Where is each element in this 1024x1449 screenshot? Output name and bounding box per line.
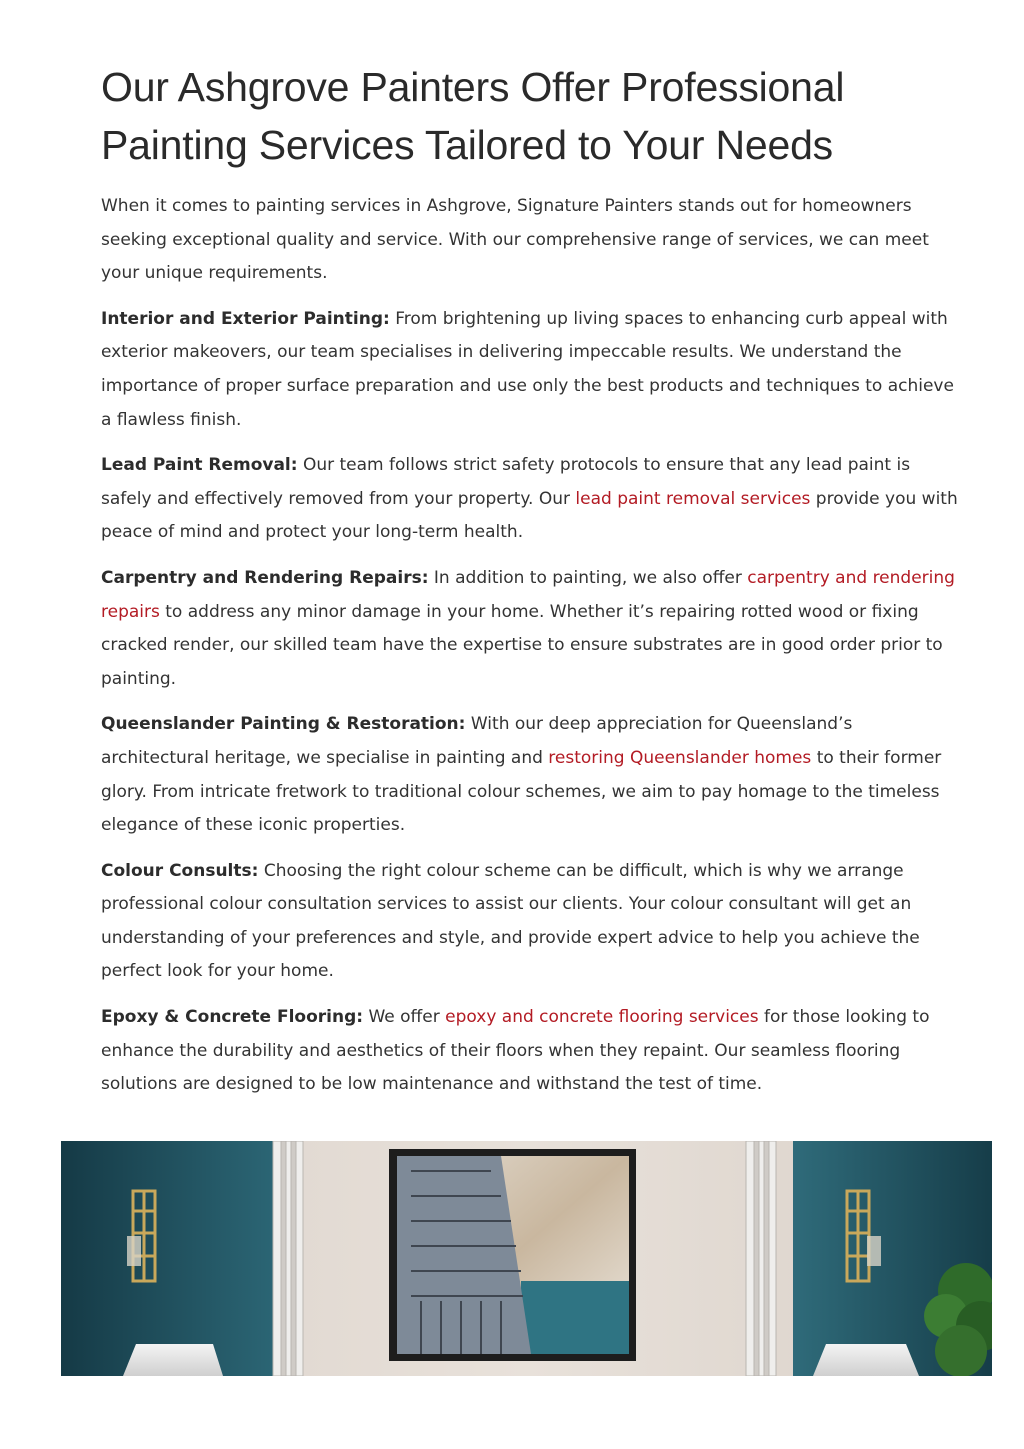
article	[101, 58, 961, 1114]
section-carpentry	[101, 562, 961, 696]
section-lead-paint	[101, 449, 961, 550]
section-interior-exterior	[101, 303, 961, 437]
section-text: With our deep appreciation for Queensland’s architectural heritage, we specialise in painting and	[101, 714, 853, 768]
section-text: Choosing the right colour scheme can be difficult, which is why we arrange professional colour consultation services to assist our clients. Your colour consultant will get an understanding of your preferences and style, and provide expert advice to help you achieve the perfect look for your home.	[101, 860, 920, 982]
section-colour-consults	[101, 855, 961, 989]
section-title: Interior and Exterior Painting:	[101, 308, 390, 329]
section-epoxy-flooring	[101, 1001, 961, 1102]
section-title: Carpentry and Rendering Repairs:	[101, 567, 429, 588]
section-text: provide you with peace of mind and protect your long-term health.	[101, 488, 958, 543]
section-text: We offer	[363, 1007, 446, 1028]
section-text: Our team follows strict safety protocols to ensure that any lead paint is safely and effectively removed from your property. Our	[101, 455, 911, 509]
section-title: Queenslander Painting & Restoration:	[101, 714, 466, 735]
section-text: for those looking to enhance the durability and aesthetics of their floors when they repaint. Our seamless flooring solutions are designed to be low maintenance and withstand the test of time.	[101, 1007, 930, 1095]
epoxy-flooring-link[interactable]: epoxy and concrete flooring services	[445, 1007, 759, 1028]
lead-paint-removal-link[interactable]: lead paint removal services	[575, 488, 811, 509]
room-illustration	[61, 1141, 992, 1376]
section-text: In addition to painting, we also offer	[428, 567, 748, 588]
interior-room-photo	[61, 1141, 992, 1376]
page-title: Our Ashgrove Painters Offer Professional Painting Services Tailored to Your Needs	[101, 64, 845, 168]
intro-paragraph: When it comes to painting services in Ashgrove, Signature Painters stands out for homeowners seeking exceptional quality and service. With our comprehensive range of services, we can meet your unique requirements.	[101, 196, 929, 284]
section-text: From brightening up living spaces to enhancing curb appeal with exterior makeovers, our team specialises in delivering impeccable results. We understand the importance of proper surface preparation and use only the best products and techniques to achieve a flawless finish.	[101, 308, 954, 430]
section-title: Epoxy & Concrete Flooring:	[101, 1007, 364, 1028]
section-queenslander	[101, 708, 961, 842]
section-title: Lead Paint Removal:	[101, 455, 298, 476]
section-text: to their former glory. From intricate fretwork to traditional colour schemes, we aim to pay homage to the timeless elegance of these iconic properties.	[101, 747, 942, 836]
section-title: Colour Consults:	[101, 860, 259, 881]
carpentry-rendering-link[interactable]: carpentry and rendering repairs	[101, 567, 955, 622]
restoring-queenslander-link[interactable]: restoring Queenslander homes	[548, 747, 812, 768]
section-text: to address any minor damage in your home. Whether it’s repairing rotted wood or fixing cracked render, our skilled team have the expertise to ensure substrates are in good order prior to painting.	[101, 601, 943, 689]
